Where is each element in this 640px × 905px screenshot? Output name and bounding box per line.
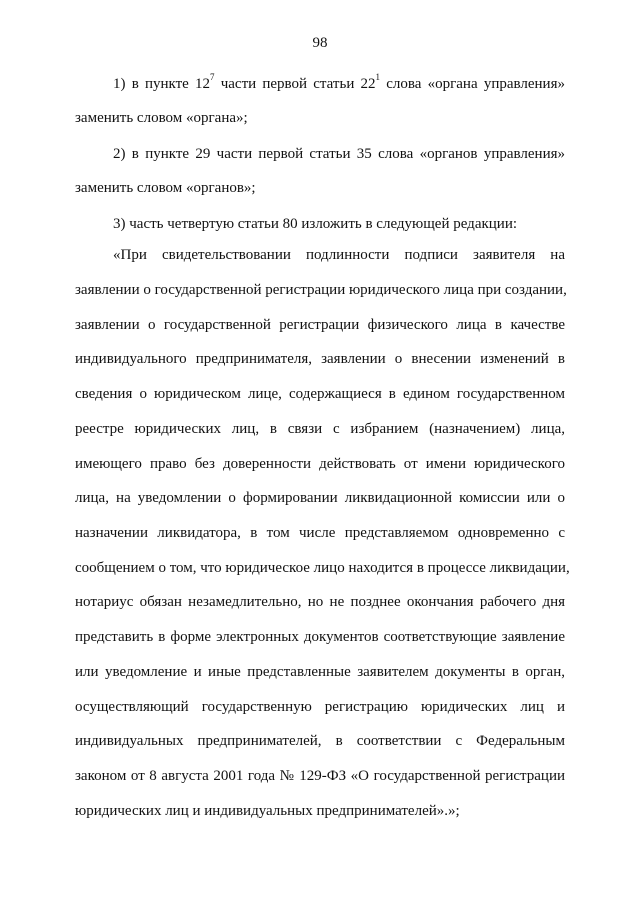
item-3-line-1: 3) часть четвертую статьи 80 изложить в следующей редакции: <box>113 216 518 232</box>
quote-line: заявлении о государственной регистрации физического лица в качестве <box>75 317 565 333</box>
text: части первой статьи 22 <box>214 76 376 92</box>
quote-line: законом от 8 августа 2001 года № 129-ФЗ «О государственной регистрации <box>75 768 565 784</box>
quote-line: индивидуального предпринимателя, заявлении о внесении изменений в <box>75 351 565 367</box>
item-1-line-1 <box>113 72 565 93</box>
text: 1) в пункте 12 <box>113 76 211 92</box>
text: слова «органа управления» <box>380 76 565 92</box>
quote-line: представить в форме электронных документов соответствующие заявление <box>75 629 565 645</box>
quote-line: «При свидетельствовании подлинности подписи заявителя на <box>113 247 565 263</box>
quote-line: осуществляющий государственную регистрацию юридических лиц и <box>75 699 565 715</box>
quote-line: нотариус обязан незамедлительно, но не позднее окончания рабочего дня <box>75 594 565 610</box>
item-2-line-2: заменить словом «органов»; <box>75 180 256 196</box>
page-number: 98 <box>312 35 328 51</box>
item-1-line-2: заменить словом «органа»; <box>75 110 248 126</box>
quote-line: индивидуальных предпринимателей, в соответствии с Федеральным <box>75 733 565 749</box>
item-2-line-1: 2) в пункте 29 части первой статьи 35 слова «органов управления» <box>113 146 565 162</box>
quote-line: сведения о юридическом лице, содержащиеся в едином государственном <box>75 386 565 402</box>
quote-line: сообщением о том, что юридическое лицо находится в процессе ликвидации, <box>75 560 570 576</box>
quote-line: заявлении о государственной регистрации юридического лица при создании, <box>75 282 567 298</box>
quote-line: или уведомление и иные представленные заявителем документы в орган, <box>75 664 565 680</box>
quote-line: реестре юридических лиц, в связи с избранием (назначением) лица, <box>75 421 565 437</box>
superscript: 7 <box>210 72 215 82</box>
quote-line: имеющего право без доверенности действовать от имени юридического <box>75 456 565 472</box>
quote-line: назначении ликвидатора, в том числе представляемом одновременно с <box>75 525 565 541</box>
quote-line: юридических лиц и индивидуальных предпринимателей».»; <box>75 803 460 819</box>
quote-line: лица, на уведомлении о формировании ликвидационной комиссии или о <box>75 490 565 506</box>
superscript: 1 <box>375 72 381 82</box>
